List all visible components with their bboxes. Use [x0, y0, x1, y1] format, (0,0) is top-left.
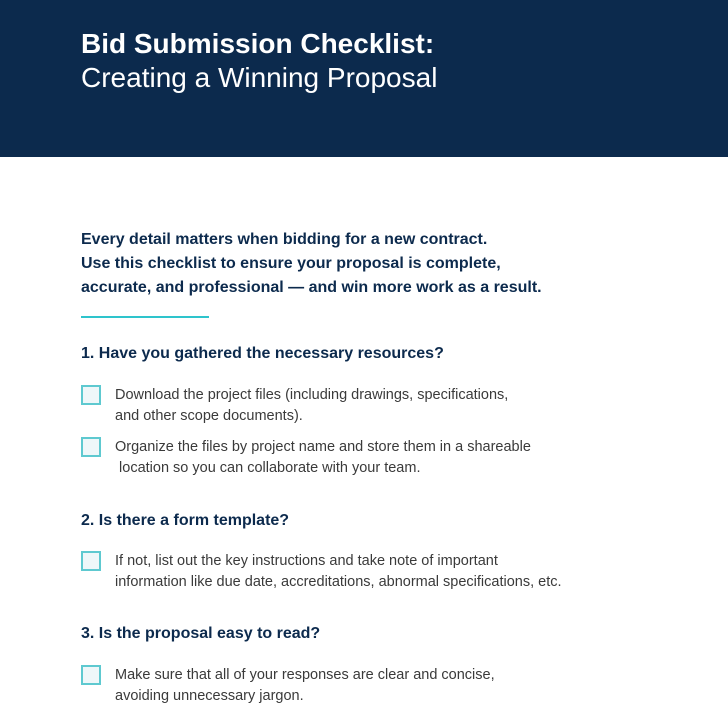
checkbox[interactable] [81, 437, 101, 457]
accent-divider [81, 316, 209, 318]
header-banner [0, 0, 728, 157]
checklist-item [81, 385, 701, 429]
checklist-item [81, 665, 701, 709]
section-heading-form-template: 2. Is there a form template? [81, 512, 290, 529]
intro-text [81, 228, 681, 300]
checklist-item-line: information like due date, accreditations, abnormal specifications, etc. [115, 574, 562, 590]
checkbox[interactable] [81, 385, 101, 405]
checklist-item-text [115, 665, 495, 707]
section-heading-readability: 3. Is the proposal easy to read? [81, 625, 321, 642]
section-heading-resources: 1. Have you gathered the necessary resources? [81, 345, 444, 362]
checklist-item-line: and other scope documents). [115, 408, 303, 424]
page-subtitle: Creating a Winning Proposal [81, 62, 438, 93]
checklist-item-line: avoiding unnecessary jargon. [115, 688, 304, 704]
checkbox[interactable] [81, 551, 101, 571]
checklist-item-line: Organize the files by project name and store them in a shareable [115, 439, 531, 455]
intro-line: Every detail matters when bidding for a new contract. [81, 231, 488, 248]
checklist-item-line: Make sure that all of your responses are clear and concise, [115, 667, 495, 683]
checklist-item-text [115, 385, 508, 427]
intro-line: accurate, and professional — and win more work as a result. [81, 279, 542, 296]
checklist-item-text [115, 437, 531, 479]
page-title: Bid Submission Checklist: [81, 28, 435, 59]
checklist-item-line: Download the project files (including drawings, specifications, [115, 387, 509, 403]
checklist-item-line: If not, list out the key instructions and take note of important [115, 553, 498, 569]
checklist-item [81, 437, 701, 481]
intro-line: Use this checklist to ensure your proposal is complete, [81, 255, 501, 272]
checklist-item [81, 551, 701, 595]
checklist-item-line: location so you can collaborate with your team. [115, 460, 421, 476]
checklist-item-text [115, 551, 562, 593]
checkbox[interactable] [81, 665, 101, 685]
